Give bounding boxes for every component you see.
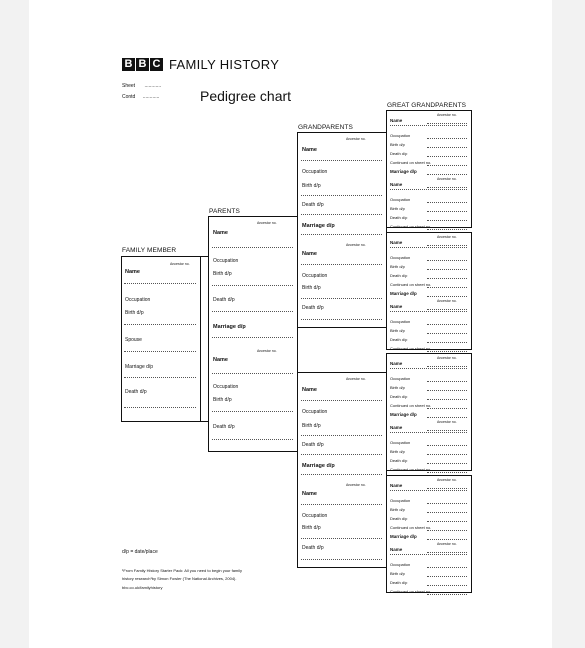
dotted-line [390,311,467,312]
ancestor-no-label: Ancestor no. [257,349,277,353]
sheet-label: Sheet [122,83,136,89]
marriage-label: Marriage d/p [390,534,417,539]
death-label: Death d/p [390,516,408,521]
dotted-line [301,400,382,401]
dotted-line [427,445,467,446]
dotted-line [427,576,467,577]
dotted-line [427,123,467,124]
logo-letter: B [122,58,135,71]
dotted-line [427,454,467,455]
birth-label: Birth d/p [302,423,321,429]
marriage-label: Marriage d/p [390,291,417,296]
dotted-line [212,247,293,248]
dotted-line [124,377,196,378]
birth-label: Birth d/p [302,183,321,189]
ancestor-no-label: Ancestor no. [346,377,366,381]
continued-label: Continued on sheet no. [390,346,432,351]
contd-label: Contd [122,94,136,100]
dotted-line [390,368,467,369]
great-grandparents-box [386,232,472,350]
dotted-line [427,165,467,166]
logo-letter: C [150,58,163,71]
death-label: Death d/p [302,442,324,448]
dotted-line [427,430,467,431]
dotted-line [427,278,467,279]
dotted-line [427,390,467,391]
header-family-member: FAMILY MEMBER [122,247,177,254]
ancestor-no-label: Ancestor no. [346,243,366,247]
ancestor-no-label: Ancestor no. [437,420,457,424]
dotted-line [124,407,196,408]
continued-label: Continued on sheet no. [390,525,432,530]
continued-label: Continued on sheet no. [390,282,432,287]
dotted-line [390,125,467,126]
grandparents-lower-box [297,372,387,568]
name-label: Name [302,387,317,393]
marriage-label: Marriage d/p [302,463,335,469]
dotted-line [390,247,467,248]
occupation-label: Occupation [302,273,328,279]
page-title: Pedigree chart [200,88,292,104]
name-label: Name [213,357,228,363]
dotted-line [390,189,467,190]
occupation-label: Occupation [390,319,411,324]
ancestor-no-label: Ancestor no. [170,262,190,266]
dotted-line [427,463,467,464]
name-label: Name [390,118,403,123]
dotted-line [301,559,382,560]
death-label: Death d/p [213,297,235,303]
continued-label: Continued on sheet no. [390,403,432,408]
dotted-line [427,521,467,522]
birth-label: Birth d/p [302,525,321,531]
name-label: Name [302,491,317,497]
continued-label: Continued on sheet no. [390,160,432,165]
marriage-label: Marriage d/p [390,412,417,417]
dotted-line [427,202,467,203]
birth-label: Birth d/p [390,507,405,512]
dotted-line [427,174,467,175]
marriage-label: Marriage d/p [302,223,335,229]
dotted-line [427,296,467,297]
occupation-label: Occupation [390,440,411,445]
dotted-line [427,187,467,188]
dotted-line [301,319,382,320]
ancestor-no-label: Ancestor no. [437,542,457,546]
occupation-label: Occupation [302,169,328,175]
occupation-label: Occupation [213,384,239,390]
header-parents: PARENTS [209,208,240,215]
dotted-line [427,399,467,400]
occupation-label: Occupation [390,255,411,260]
dotted-line [427,366,467,367]
dotted-line [301,160,382,161]
name-label: Name [390,361,403,366]
legend-text: d/p = date/place [122,549,158,555]
name-label: Name [390,304,403,309]
birth-label: Birth d/p [302,285,321,291]
dotted-line [427,488,467,489]
parents-box [208,216,298,452]
birth-label: Birth d/p [390,385,405,390]
dotted-line [427,287,467,288]
occupation-label: Occupation [390,498,411,503]
name-label: Name [390,547,403,552]
dotted-line [427,324,467,325]
dotted-line [212,311,293,312]
dotted-line [124,283,196,284]
dotted-line [301,195,382,196]
ancestor-no-label: Ancestor no. [437,113,457,117]
source-text-2: history research¹by Simon Fowler (The National Archives, 2004). [122,576,237,581]
dotted-line [301,214,382,215]
great-grandparents-box [386,475,472,593]
bbc-blocks [122,58,163,71]
sheet-dots: ............ [144,83,162,89]
death-label: Death d/p [302,305,324,311]
death-label: Death d/p [390,394,408,399]
url-text: bbc.co.uk/familyhistory [122,585,163,590]
dotted-line [212,439,293,440]
dotted-line [427,585,467,586]
death-label: Death d/p [390,273,408,278]
dotted-line [124,351,196,352]
continued-label: Continued on sheet no. [390,467,432,472]
dotted-line [301,504,382,505]
ancestor-no-label: Ancestor no. [437,478,457,482]
dotted-line [427,552,467,553]
dotted-line [301,234,382,235]
name-label: Name [390,483,403,488]
occupation-label: Occupation [390,562,411,567]
death-label: Death d/p [390,151,408,156]
birth-label: Birth d/p [213,397,232,403]
grandparents-upper-box [297,132,387,328]
dotted-line [427,269,467,270]
dotted-line [427,472,467,473]
dotted-line [301,435,382,436]
family-member-box [121,256,201,422]
dotted-line [427,147,467,148]
death-label: Death d/p [390,337,408,342]
name-label: Name [213,230,228,236]
birth-label: Birth d/p [213,271,232,277]
ancestor-no-label: Ancestor no. [437,356,457,360]
dotted-line [212,337,293,338]
occupation-label: Occupation [390,197,411,202]
header-grandparents: GRANDPARENTS [298,124,353,131]
name-label: Name [302,147,317,153]
dotted-line [427,245,467,246]
ancestor-no-label: Ancestor no. [257,221,277,225]
dotted-line [390,554,467,555]
document-page [29,0,552,648]
dotted-line [301,454,382,455]
dotted-line [427,512,467,513]
connector-line [201,256,208,257]
dotted-line [427,408,467,409]
dotted-line [427,309,467,310]
dotted-line [212,411,293,412]
dotted-line [390,490,467,491]
dotted-line [301,298,382,299]
occupation-label: Occupation [302,513,328,519]
dotted-line [427,567,467,568]
dotted-line [427,594,467,595]
sheet-field [122,83,161,89]
death-label: Death d/p [390,215,408,220]
death-label: Death d/p [390,458,408,463]
ancestor-no-label: Ancestor no. [437,177,457,181]
dotted-line [212,373,293,374]
header-great-grandparents: GREAT GRANDPARENTS [387,102,467,109]
occupation-label: Occupation [390,376,411,381]
birth-label: Birth d/p [390,449,405,454]
name-label: Name [302,251,317,257]
contd-dots: ............ [142,94,160,100]
death-label: Death d/p [302,545,324,551]
birth-label: Birth d/p [390,142,405,147]
birth-label: Birth d/p [125,310,144,316]
dotted-line [301,538,382,539]
occupation-label: Occupation [390,133,411,138]
logo-letter: B [136,58,149,71]
birth-label: Birth d/p [390,571,405,576]
name-label: Name [125,269,140,275]
dotted-line [427,211,467,212]
name-label: Name [390,182,403,187]
bbc-logo [122,57,279,72]
occupation-label: Occupation [302,409,328,415]
name-label: Name [390,425,403,430]
birth-label: Birth d/p [390,264,405,269]
occupation-label: Occupation [213,258,239,264]
marriage-label: Marriage d/p [213,324,246,330]
name-label: Name [390,240,403,245]
dotted-line [212,285,293,286]
dotted-line [427,220,467,221]
death-label: Death d/p [125,389,147,395]
ancestor-no-label: Ancestor no. [346,483,366,487]
birth-label: Birth d/p [390,328,405,333]
dotted-line [427,503,467,504]
continued-label: Continued on sheet no. [390,224,432,229]
source-text: ¹From Family History Starter Pack: All you need to begin your family [122,568,243,573]
continued-label: Continued on sheet no. [390,589,432,594]
spouse-label: Spouse [125,337,142,343]
dotted-line [427,417,467,418]
dotted-line [427,539,467,540]
dotted-line [427,351,467,352]
dotted-line [427,156,467,157]
logo-text: FAMILY HISTORY [169,57,280,72]
dotted-line [301,474,382,475]
death-label: Death d/p [302,202,324,208]
birth-label: Birth d/p [390,206,405,211]
occupation-label: Occupation [125,297,151,303]
dotted-line [124,324,196,325]
great-grandparents-box [386,110,472,228]
ancestor-no-label: Ancestor no. [437,235,457,239]
dotted-line [427,333,467,334]
dotted-line [427,260,467,261]
connector-line [201,421,208,422]
death-label: Death d/p [213,424,235,430]
ancestor-no-label: Ancestor no. [437,299,457,303]
dotted-line [427,229,467,230]
marriage-label: Marriage d/p [125,364,154,370]
dotted-line [427,138,467,139]
dotted-line [301,264,382,265]
dotted-line [427,381,467,382]
ancestor-no-label: Ancestor no. [346,137,366,141]
death-label: Death d/p [390,580,408,585]
great-grandparents-box [386,353,472,471]
dotted-line [427,530,467,531]
dotted-line [427,342,467,343]
marriage-label: Marriage d/p [390,169,417,174]
dotted-line [390,432,467,433]
contd-field [122,94,159,100]
